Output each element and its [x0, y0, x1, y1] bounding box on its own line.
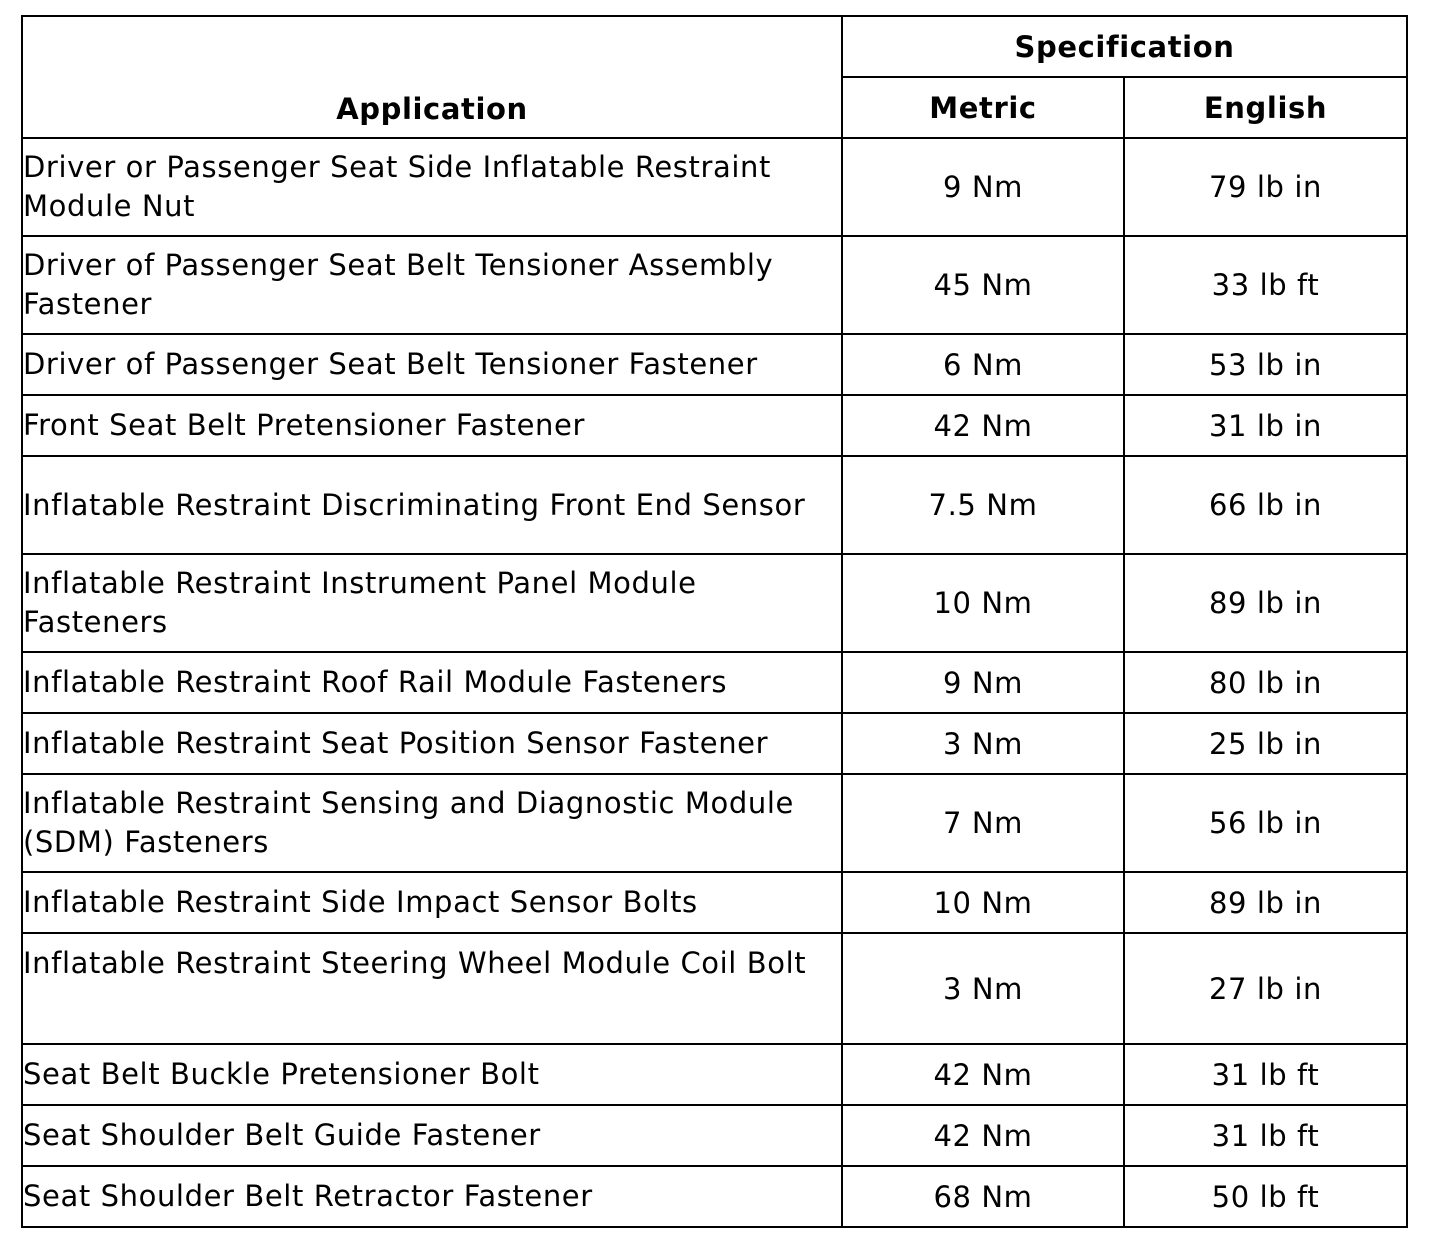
table-row — [22, 774, 1407, 872]
english-cell: 27 lb in — [1124, 933, 1407, 1044]
metric-cell: 3 Nm — [842, 933, 1124, 1044]
metric-cell: 42 Nm — [842, 1105, 1124, 1166]
metric-cell: 45 Nm — [842, 236, 1124, 334]
english-cell: 53 lb in — [1124, 334, 1407, 395]
application-cell: Inflatable Restraint Sensing and Diagnostic Module (SDM) Fasteners — [22, 774, 842, 872]
table-row — [22, 1044, 1407, 1105]
application-cell: Seat Shoulder Belt Guide Fastener — [22, 1105, 842, 1166]
table-row — [22, 1166, 1407, 1227]
specification-header: Specification — [842, 16, 1407, 77]
english-cell: 31 lb ft — [1124, 1105, 1407, 1166]
english-header: English — [1124, 77, 1407, 138]
application-cell: Inflatable Restraint Roof Rail Module Fasteners — [22, 652, 842, 713]
english-cell: 31 lb in — [1124, 395, 1407, 456]
english-cell: 89 lb in — [1124, 554, 1407, 652]
metric-cell: 7.5 Nm — [842, 456, 1124, 554]
metric-cell: 10 Nm — [842, 554, 1124, 652]
english-cell: 25 lb in — [1124, 713, 1407, 774]
metric-cell: 3 Nm — [842, 713, 1124, 774]
table-row — [22, 456, 1407, 554]
english-cell: 33 lb ft — [1124, 236, 1407, 334]
specification-table — [21, 15, 1408, 1228]
english-cell: 56 lb in — [1124, 774, 1407, 872]
table-body — [22, 138, 1407, 1227]
table-row — [22, 138, 1407, 236]
table-row — [22, 652, 1407, 713]
table-row — [22, 713, 1407, 774]
english-cell: 31 lb ft — [1124, 1044, 1407, 1105]
table-row — [22, 236, 1407, 334]
english-cell: 89 lb in — [1124, 872, 1407, 933]
application-cell: Inflatable Restraint Instrument Panel Module Fasteners — [22, 554, 842, 652]
table-row — [22, 334, 1407, 395]
application-cell: Driver of Passenger Seat Belt Tensioner Assembly Fastener — [22, 236, 842, 334]
english-cell: 79 lb in — [1124, 138, 1407, 236]
table-row — [22, 395, 1407, 456]
table-row — [22, 872, 1407, 933]
application-cell: Driver of Passenger Seat Belt Tensioner Fastener — [22, 334, 842, 395]
application-cell: Seat Belt Buckle Pretensioner Bolt — [22, 1044, 842, 1105]
metric-cell: 42 Nm — [842, 395, 1124, 456]
english-cell: 80 lb in — [1124, 652, 1407, 713]
application-header: Application — [22, 16, 842, 138]
application-cell: Inflatable Restraint Discriminating Front End Sensor — [22, 456, 842, 554]
metric-cell: 42 Nm — [842, 1044, 1124, 1105]
application-cell: Front Seat Belt Pretensioner Fastener — [22, 395, 842, 456]
table-header — [22, 16, 1407, 138]
metric-cell: 68 Nm — [842, 1166, 1124, 1227]
application-cell: Inflatable Restraint Steering Wheel Module Coil Bolt — [22, 933, 842, 1044]
table-row — [22, 554, 1407, 652]
application-cell: Driver or Passenger Seat Side Inflatable Restraint Module Nut — [22, 138, 842, 236]
metric-cell: 9 Nm — [842, 138, 1124, 236]
metric-cell: 7 Nm — [842, 774, 1124, 872]
english-cell: 66 lb in — [1124, 456, 1407, 554]
table-row — [22, 933, 1407, 1044]
application-cell: Inflatable Restraint Seat Position Sensor Fastener — [22, 713, 842, 774]
metric-cell: 10 Nm — [842, 872, 1124, 933]
application-cell: Inflatable Restraint Side Impact Sensor Bolts — [22, 872, 842, 933]
application-cell: Seat Shoulder Belt Retractor Fastener — [22, 1166, 842, 1227]
metric-header: Metric — [842, 77, 1124, 138]
metric-cell: 6 Nm — [842, 334, 1124, 395]
metric-cell: 9 Nm — [842, 652, 1124, 713]
header-row-top — [22, 16, 1407, 77]
table-row — [22, 1105, 1407, 1166]
english-cell: 50 lb ft — [1124, 1166, 1407, 1227]
